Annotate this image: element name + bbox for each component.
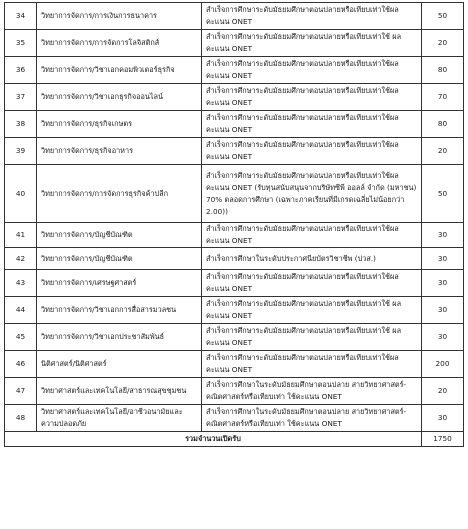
table-row <box>5 84 464 111</box>
row-number: 35 <box>5 30 37 57</box>
row-number: 37 <box>5 84 37 111</box>
row-number: 44 <box>5 297 37 324</box>
table-row <box>5 270 464 297</box>
total-row <box>5 432 464 447</box>
quota-value: 30 <box>422 324 464 351</box>
table-body <box>5 3 464 432</box>
table-row <box>5 405 464 432</box>
row-number: 34 <box>5 3 37 30</box>
row-number: 38 <box>5 111 37 138</box>
quota-value: 30 <box>422 297 464 324</box>
admission-condition: สำเร็จการศึกษาในระดับมัธยมศึกษาตอนปลาย สายวิทยาศาสตร์-คณิตศาสตร์หรือเทียบเท่า ใช้คะแนน ONET <box>202 378 422 405</box>
row-number: 41 <box>5 223 37 248</box>
admission-condition: สำเร็จการศึกษาระดับมัธยมศึกษาตอนปลายหรือเทียบเท่าใช้ผลคะแนน ONET <box>202 57 422 84</box>
program-name: วิทยาการจัดการ/วิชาเอกการสื่อสารมวลชน <box>37 297 202 324</box>
row-number: 47 <box>5 378 37 405</box>
row-number: 46 <box>5 351 37 378</box>
row-number: 42 <box>5 248 37 270</box>
quota-value: 70 <box>422 84 464 111</box>
program-name: นิติศาสตร์/นิติศาสตร์ <box>37 351 202 378</box>
admission-quota-table-wrapper <box>4 2 463 447</box>
admission-condition: สำเร็จการศึกษาระดับมัธยมศึกษาตอนปลายหรือเทียบเท่าใช้ผลคะแนน ONET <box>202 3 422 30</box>
admission-condition: สำเร็จการศึกษาระดับมัธยมศึกษาตอนปลายหรือเทียบเท่าใช้ ผลคะแนน ONET <box>202 324 422 351</box>
table-row <box>5 324 464 351</box>
quota-value: 30 <box>422 223 464 248</box>
quota-value: 20 <box>422 378 464 405</box>
program-name: วิทยาการจัดการ/บัญชีบัณฑิต <box>37 223 202 248</box>
quota-value: 80 <box>422 57 464 84</box>
row-number: 36 <box>5 57 37 84</box>
admission-condition: สำเร็จการศึกษาระดับมัธยมศึกษาตอนปลายหรือเทียบเท่าใช้ผลคะแนน ONET <box>202 223 422 248</box>
program-name: วิทยาการจัดการ/วิชาเอกคอมพิวเตอร์ธุรกิจ <box>37 57 202 84</box>
admission-condition: สำเร็จการศึกษาระดับมัธยมศึกษาตอนปลายหรือเทียบเท่าใช้ผลคะแนน ONET <box>202 138 422 165</box>
table-row <box>5 378 464 405</box>
quota-value: 80 <box>422 111 464 138</box>
program-name: วิทยาการจัดการ/วิชาเอกประชาสัมพันธ์ <box>37 324 202 351</box>
program-name: วิทยาศาสตร์และเทคโนโลยี/อาชีวอนามัยและความปลอดภัย <box>37 405 202 432</box>
admission-condition: สำเร็จการศึกษาในระดับประกาศนียบัตรวิชาชีพ (ปวส.) <box>202 248 422 270</box>
admission-condition: สำเร็จการศึกษาระดับมัธยมศึกษาตอนปลายหรือเทียบเท่าใช้ผลคะแนน ONET <box>202 84 422 111</box>
table-row <box>5 297 464 324</box>
program-name: วิทยาการจัดการ/เศรษฐศาสตร์ <box>37 270 202 297</box>
admission-condition: สำเร็จการศึกษาในระดับมัธยมศึกษาตอนปลาย สายวิทยาศาสตร์-คณิตศาสตร์หรือเทียบเท่า ใช้คะแนน ONET <box>202 405 422 432</box>
table-row <box>5 111 464 138</box>
row-number: 40 <box>5 165 37 223</box>
quota-value: 50 <box>422 3 464 30</box>
row-number: 43 <box>5 270 37 297</box>
admission-condition: สำเร็จการศึกษาระดับมัธยมศึกษาตอนปลายหรือเทียบเท่าใช้ผลคะแนน ONET <box>202 270 422 297</box>
total-label: รวมจำนวนเปิดรับ <box>5 432 422 447</box>
row-number: 48 <box>5 405 37 432</box>
row-number: 45 <box>5 324 37 351</box>
quota-value: 30 <box>422 405 464 432</box>
admission-condition: สำเร็จการศึกษาระดับมัธยมศึกษาตอนปลายหรือเทียบเท่าใช้ผลคะแนน ONET <box>202 351 422 378</box>
program-name: วิทยาการจัดการ/ธุรกิจเกษตร <box>37 111 202 138</box>
program-name: วิทยาศาสตร์และเทคโนโลยี/สาธารณสุขชุมชน <box>37 378 202 405</box>
admission-condition: สำเร็จการศึกษาระดับมัธยมศึกษาตอนปลายหรือเทียบเท่าใช้ผลคะแนน ONET <box>202 111 422 138</box>
program-name: วิทยาการจัดการ/ธุรกิจอาหาร <box>37 138 202 165</box>
quota-value: 30 <box>422 270 464 297</box>
admission-condition: สำเร็จการศึกษาระดับมัธยมศึกษาตอนปลายหรือเทียบเท่าใช้ ผลคะแนน ONET <box>202 297 422 324</box>
program-name: วิทยาการจัดการ/การจัดการโลจิสติกส์ <box>37 30 202 57</box>
total-value: 1750 <box>422 432 464 447</box>
quota-value: 20 <box>422 138 464 165</box>
quota-value: 200 <box>422 351 464 378</box>
program-name: วิทยาการจัดการ/บัญชีบัณฑิต <box>37 248 202 270</box>
program-name: วิทยาการจัดการ/การเงินการธนาคาร <box>37 3 202 30</box>
admission-condition: สำเร็จการศึกษาระดับมัธยมศึกษาตอนปลายหรือเทียบเท่าใช้ ผลคะแนน ONET <box>202 30 422 57</box>
table-row <box>5 165 464 223</box>
table-row <box>5 138 464 165</box>
program-name: วิทยาการจัดการ/การจัดการธุรกิจค้าปลีก <box>37 165 202 223</box>
row-number: 39 <box>5 138 37 165</box>
table-row <box>5 248 464 270</box>
quota-value: 50 <box>422 165 464 223</box>
table-row <box>5 3 464 30</box>
table-row <box>5 57 464 84</box>
admission-condition: สำเร็จการศึกษาระดับมัธยมศึกษาตอนปลายหรือเทียบเท่าใช้ผลคะแนน ONET (รับทุนสนับสนุนจากบริษัทซีพี ออลล์ จำกัด (มหาชน) 70% ตลอดการศึกษา (เฉพาะภาคเรียนที่มีเกรดเฉลี่ยไม่น้อยกว่า 2.00)) <box>202 165 422 223</box>
program-name: วิทยาการจัดการ/วิชาเอกธุรกิจออนไลน์ <box>37 84 202 111</box>
quota-value: 30 <box>422 248 464 270</box>
table-row <box>5 351 464 378</box>
table-row <box>5 223 464 248</box>
quota-value: 20 <box>422 30 464 57</box>
table-row <box>5 30 464 57</box>
admission-quota-table <box>4 2 464 447</box>
